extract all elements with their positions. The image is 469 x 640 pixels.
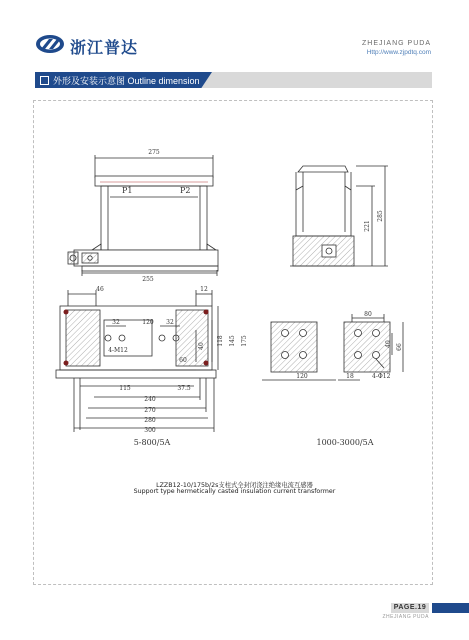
dim-plan-270: 270 <box>144 407 156 414</box>
dim-plan-12: 12 <box>200 286 208 293</box>
ratio-label-left: 5-800/5A <box>133 438 171 447</box>
dim-plan-40: 40 <box>198 342 205 350</box>
brand-name-en: ZHEJIANG PUDA <box>361 40 431 47</box>
dim-front-width-top: 275 <box>148 149 160 156</box>
terminal-p2-label: P2 <box>180 186 191 195</box>
dim-front-width-base: 255 <box>142 276 154 283</box>
dim-plate-66: 66 <box>396 343 403 351</box>
page-number-badge <box>391 603 429 613</box>
brand-url[interactable]: Http://www.zjpdtq.com <box>366 49 431 56</box>
page-accent-bar <box>432 603 469 613</box>
dim-plan-300: 300 <box>144 427 156 434</box>
ratio-label-right: 1000-3000/5A <box>316 438 374 447</box>
plan-view <box>56 290 218 432</box>
dim-plan-118: 118 <box>217 335 224 347</box>
page-number: PAGE.19 <box>393 604 427 611</box>
dim-plan-240: 240 <box>144 396 156 403</box>
dim-plate-80: 80 <box>364 311 372 318</box>
terminal-p1-label: P1 <box>122 186 133 195</box>
dim-plan-32a: 32 <box>112 319 120 326</box>
dim-plan-115: 115 <box>119 385 131 392</box>
dim-plate-120: 120 <box>296 373 308 380</box>
footer-brand: ZHEJIANG PUDA <box>382 614 429 620</box>
dim-plan-280: 280 <box>144 417 156 424</box>
dim-plan-32b: 32 <box>166 319 174 326</box>
company-logo-text: 浙江普达 <box>70 38 139 57</box>
hole-label-plan: 4-M12 <box>108 347 128 354</box>
dim-plan-46: 46 <box>96 286 104 293</box>
terminal-plate-1 <box>271 322 317 372</box>
dim-side-height-221: 221 <box>364 220 371 232</box>
dim-plan-60: 60 <box>179 357 187 364</box>
dim-plan-145: 145 <box>229 335 236 347</box>
hole-label-plate: 4-Φ12 <box>372 373 391 380</box>
caption-cn: LZZB12-10/175b/2s支柱式全封闭浇注绝缘电流互感器 <box>156 482 313 489</box>
front-view <box>68 155 218 276</box>
side-view <box>290 166 388 266</box>
dim-plan-120: 120 <box>142 319 154 326</box>
dim-plan-175: 175 <box>241 335 248 347</box>
dim-side-height-285: 285 <box>377 210 384 222</box>
caption-en: Support type hermetically casted insulation current transformer <box>133 488 336 495</box>
dim-plate-40: 40 <box>385 340 392 348</box>
dim-plan-37-5: 37.5 <box>177 385 191 392</box>
dim-plate-18: 18 <box>346 373 354 380</box>
section-title: 外形及安装示意图 Outline dimension <box>53 76 200 86</box>
